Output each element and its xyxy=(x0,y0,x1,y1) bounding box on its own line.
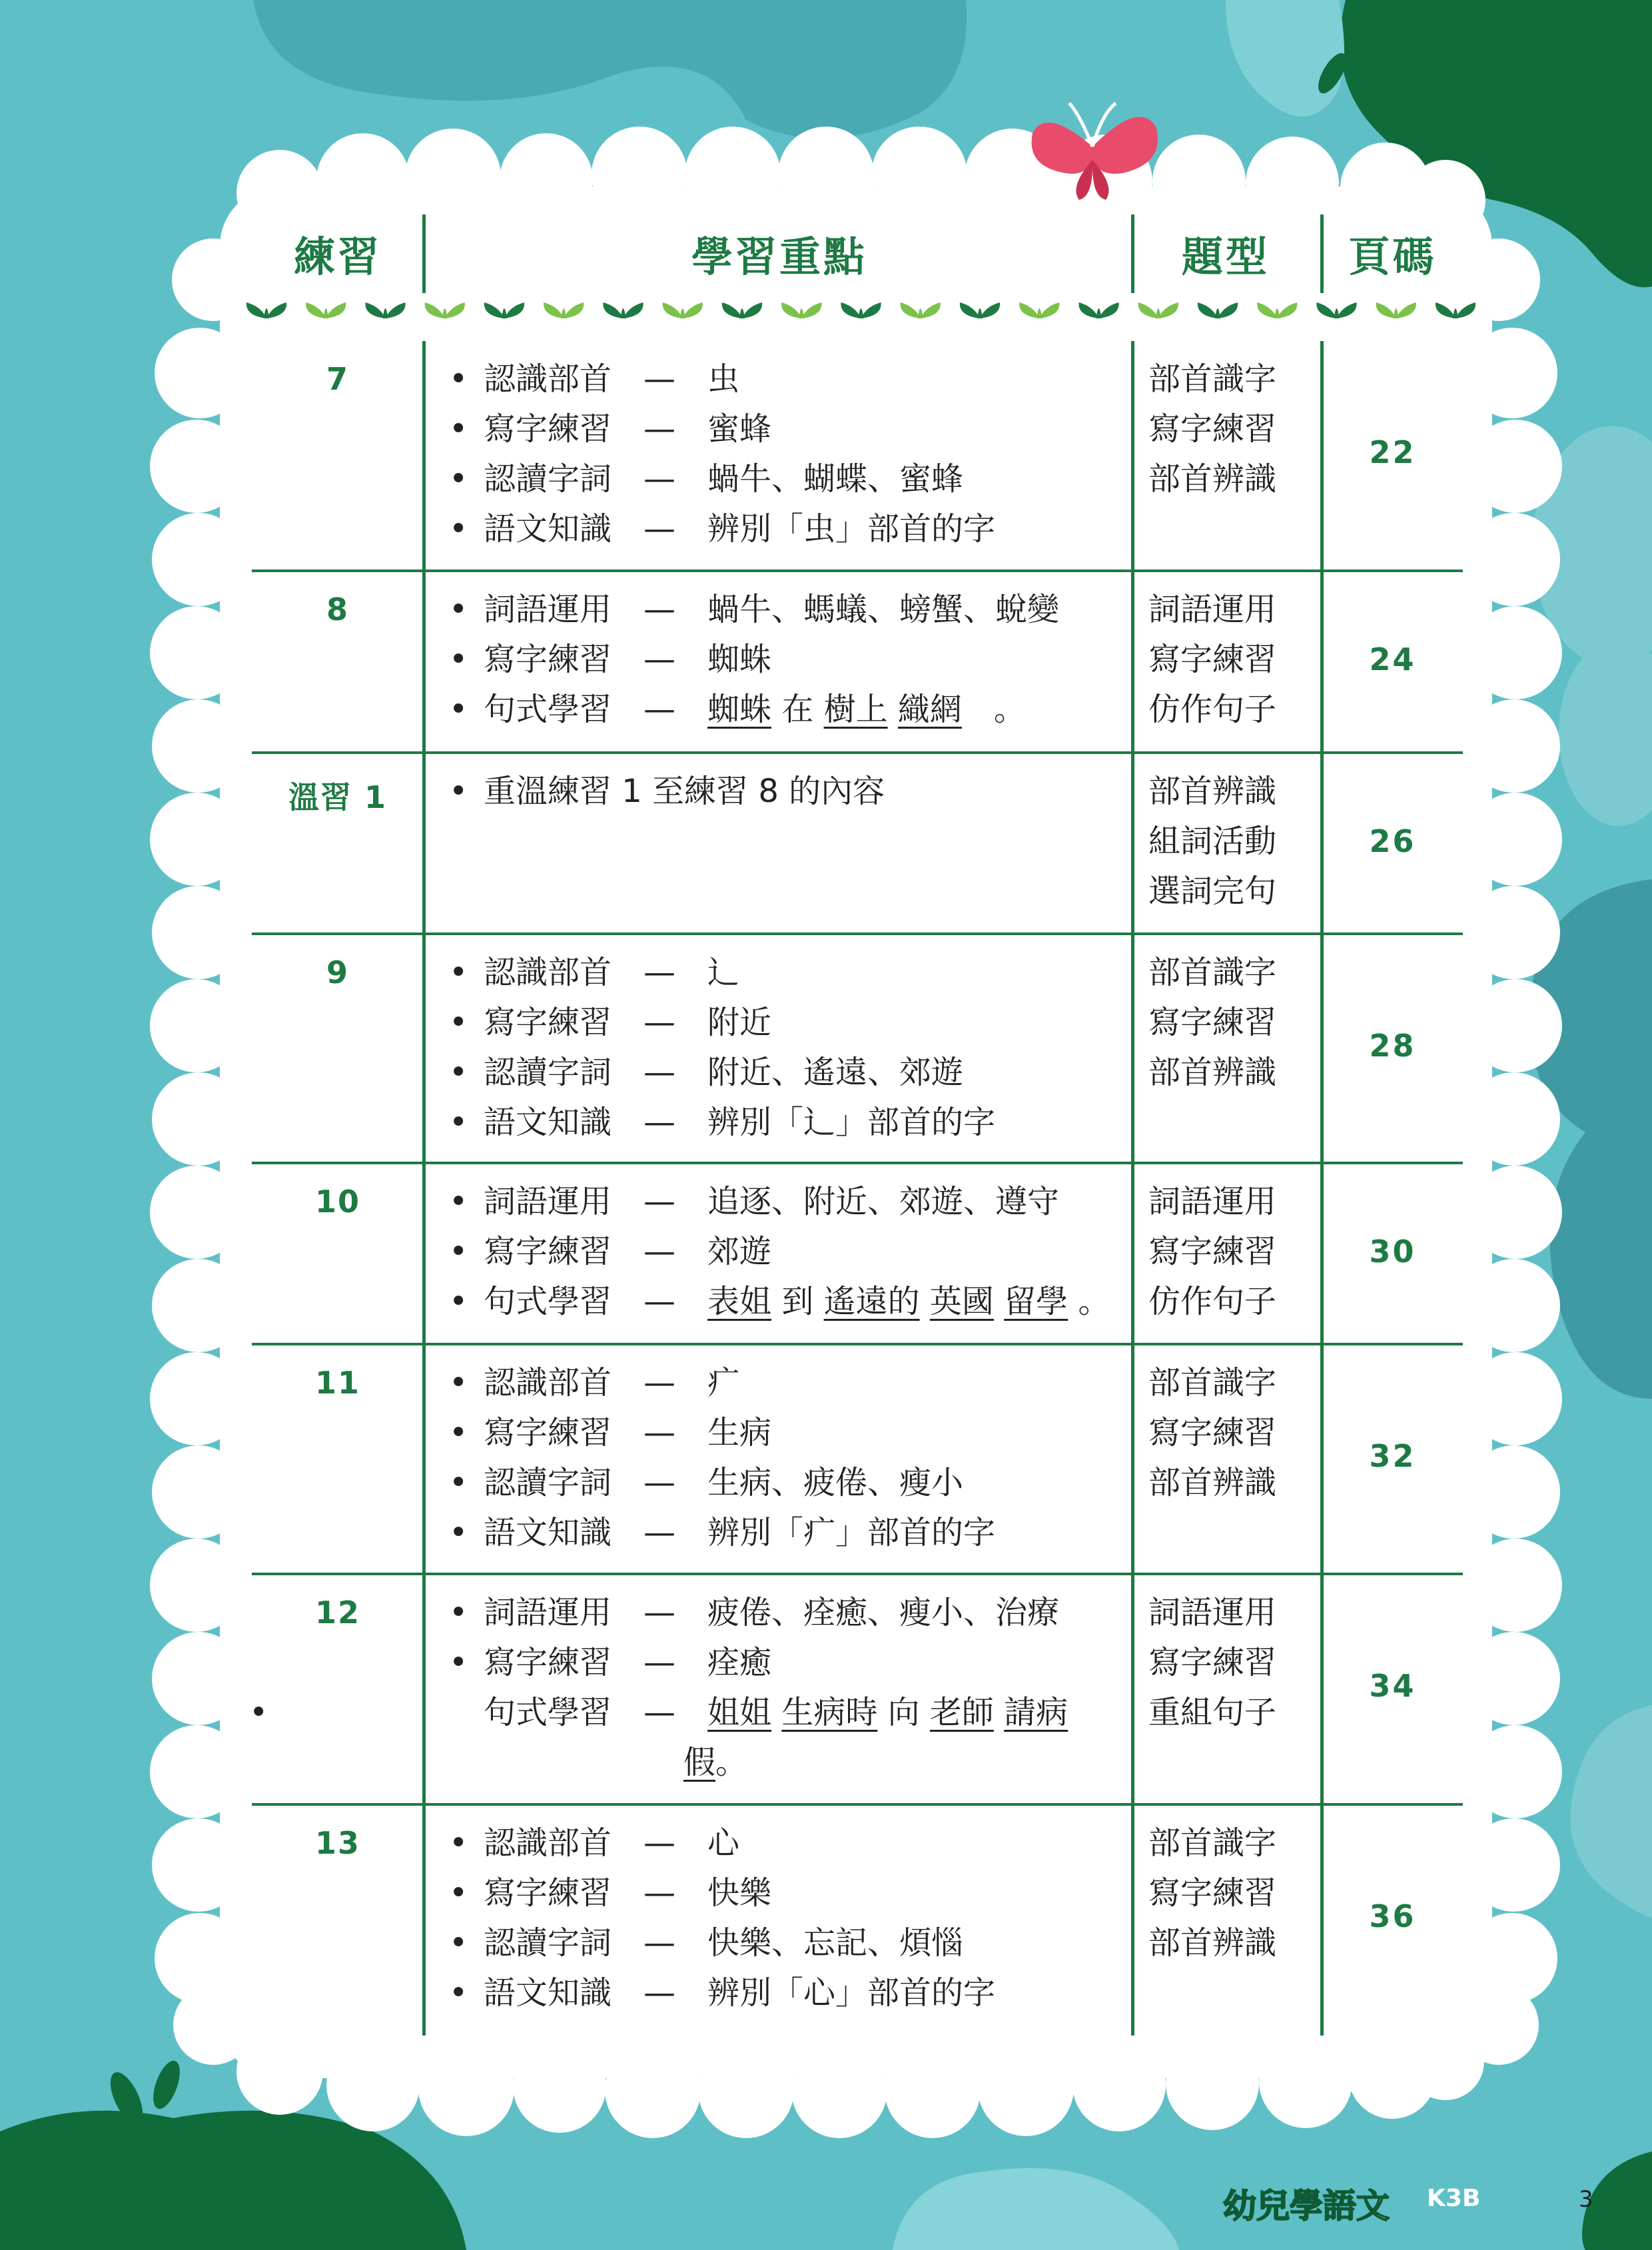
header-divider-2 xyxy=(1131,214,1134,293)
learning-point: • 語文知識 — 辨別「心」部首的字 xyxy=(442,1968,1122,2018)
learning-point: • 寫字練習 — 快樂 xyxy=(442,1868,1122,1918)
page-number: 30 xyxy=(1369,1234,1416,1270)
learning-point: • 語文知識 — 辨別「虫」部首的字 xyxy=(442,504,1122,554)
table-row-10 xyxy=(0,1164,1652,1343)
header-exercise: 練習 xyxy=(293,232,382,281)
learning-point: • 寫字練習 — 蜜蜂 xyxy=(442,404,1122,454)
exercise-number: 溫習 1 xyxy=(288,779,388,815)
page-number: 28 xyxy=(1369,1028,1416,1064)
table-row-9 xyxy=(0,935,1652,1162)
exercise-number: 11 xyxy=(314,1365,360,1401)
learning-point: • 詞語運用 — 追逐、附近、郊遊、遵守 xyxy=(442,1177,1122,1227)
learning-points xyxy=(442,767,1122,817)
learning-point: • 寫字練習 — 郊遊 xyxy=(442,1227,1122,1277)
learning-point: • 寫字練習 — 蜘蛛 xyxy=(442,635,1122,685)
header-question-type: 題型 xyxy=(1181,232,1270,281)
question-types: 部首識字 寫字練習 部首辨識 xyxy=(1148,1364,1277,1501)
learning-point: • 認讀字詞 — 附近、遙遠、郊遊 xyxy=(442,1048,1122,1098)
question-types: 部首辨識 組詞活動 選詞完句 xyxy=(1148,773,1277,910)
learning-points xyxy=(442,1177,1122,1327)
page-footer-number: 3 xyxy=(1579,2186,1593,2213)
learning-point: • 寫字練習 — 痊癒 xyxy=(442,1638,1122,1688)
learning-point: • 寫字練習 — 生病 xyxy=(442,1408,1122,1458)
page-number: 22 xyxy=(1369,434,1416,470)
exercise-number: 7 xyxy=(326,361,349,397)
question-types: 詞語運用 寫字練習 仿作句子 xyxy=(1148,591,1277,728)
learning-point: • 認識部首 — 疒 xyxy=(442,1358,1122,1408)
series-title: 幼兒學語文 xyxy=(1223,2187,1390,2225)
learning-points xyxy=(442,354,1122,554)
learning-point: • 認讀字詞 — 蝸牛、蝴蝶、蜜蜂 xyxy=(442,454,1122,504)
learning-point: • 認讀字詞 — 快樂、忘記、煩惱 xyxy=(442,1918,1122,1968)
learning-point: • 認識部首 — 虫 xyxy=(442,354,1122,404)
exercise-number: 8 xyxy=(326,591,349,627)
header-learning-focus: 學習重點 xyxy=(691,232,867,281)
learning-points xyxy=(442,948,1122,1148)
question-types: 部首識字 寫字練習 部首辨識 xyxy=(1148,360,1277,498)
learning-points xyxy=(442,1818,1122,2018)
page-number: 32 xyxy=(1369,1438,1416,1474)
exercise-number: 12 xyxy=(314,1595,360,1631)
table-row-11 xyxy=(0,1345,1652,1573)
page-number: 26 xyxy=(1369,823,1416,859)
learning-point: • 認讀字詞 — 生病、疲倦、瘦小 xyxy=(442,1458,1122,1508)
learning-point: • 重溫練習 1 至練習 8 的內容 xyxy=(442,767,1122,817)
table-row-7 xyxy=(0,341,1652,569)
learning-point: • 認識部首 — 辶 xyxy=(442,948,1122,998)
question-types: 詞語運用 寫字練習 仿作句子 xyxy=(1148,1183,1277,1320)
learning-point: • 語文知識 — 辨別「疒」部首的字 xyxy=(442,1508,1122,1558)
header-divider-3 xyxy=(1320,214,1324,293)
learning-point: • 詞語運用 — 疲倦、痊癒、瘦小、治療 xyxy=(442,1588,1122,1638)
exercise-number: 9 xyxy=(326,954,349,990)
question-types: 部首識字 寫字練習 部首辨識 xyxy=(1148,954,1277,1091)
sentence-point: • 句式學習 — 姐姐 生病時 向 老師 請病 假。 xyxy=(442,1688,1122,1788)
learning-point: • 認識部首 — 心 xyxy=(442,1818,1122,1868)
table-row-review-1 xyxy=(0,753,1652,933)
question-types: 部首識字 寫字練習 部首辨識 xyxy=(1148,1824,1277,1962)
learning-points xyxy=(442,1358,1122,1558)
header-divider-1 xyxy=(422,214,426,293)
table-row-12 xyxy=(0,1575,1652,1803)
learning-point: • 語文知識 — 辨別「辶」部首的字 xyxy=(442,1098,1122,1148)
page-number: 34 xyxy=(1369,1668,1416,1704)
table-row-8 xyxy=(0,571,1652,751)
page-number: 36 xyxy=(1369,1898,1416,1934)
level-badge: K3B xyxy=(1427,2185,1481,2212)
sentence-point: • 句式學習 — 蜘蛛 在 樹上 織網 。 xyxy=(442,685,1122,735)
learning-points xyxy=(442,1588,1122,1788)
exercise-number: 13 xyxy=(314,1825,360,1861)
learning-point: • 寫字練習 — 附近 xyxy=(442,998,1122,1048)
learning-point: • 詞語運用 — 蝸牛、螞蟻、螃蟹、蛻變 xyxy=(442,585,1122,635)
page-number: 24 xyxy=(1369,641,1416,677)
question-types: 詞語運用 寫字練習 重組句子 xyxy=(1148,1594,1277,1731)
header-page: 頁碼 xyxy=(1348,232,1437,281)
table-row-13 xyxy=(0,1805,1652,2036)
exercise-number: 10 xyxy=(314,1184,360,1220)
sentence-point: • 句式學習 — 表姐 到 遙遠的 英國 留學 。 xyxy=(442,1277,1122,1327)
learning-points xyxy=(442,585,1122,735)
